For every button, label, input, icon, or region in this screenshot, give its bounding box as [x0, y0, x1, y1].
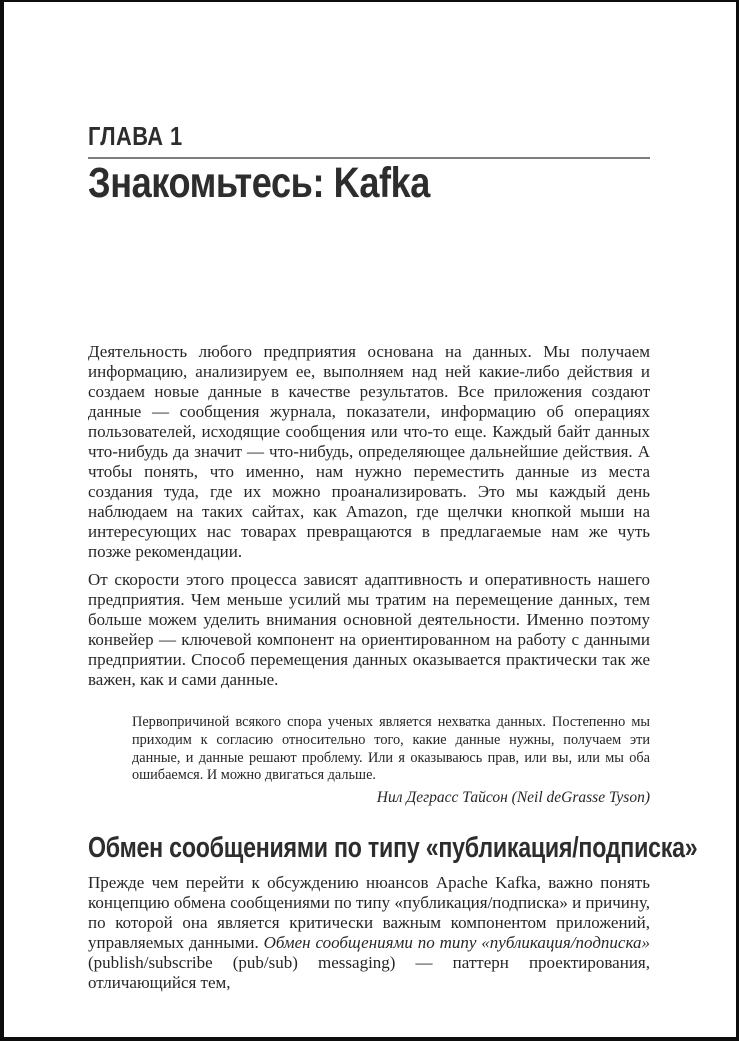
section-heading — [88, 831, 698, 865]
intro-paragraph-2: От скорости этого процесса зависят адаптивность и оперативность нашего предприятия. Чем меньше усилий мы тратим на перемещение данных, тем больше можем уделить внимания основной деятельности. Именно поэтому конвейер — ключевой компонент на ориентированном на работу с данными предприятии. Способ перемещения данных оказывается практически так же важен, как и сами данные. — [88, 570, 650, 689]
page-content — [4, 122, 736, 1041]
pull-quote: Первопричиной всякого спора ученых является нехватка данных. Постепенно мы приходим к согласию относительно того, какие данные нужны, получаем эти данные, и данные решают проблему. Или я оказываюсь прав, или вы, или мы оба ошибаемся. И можно двигаться дальше. — [132, 714, 650, 784]
chapter-title-text: Знакомьтесь: Kafka — [88, 159, 430, 207]
chapter-label-text: ГЛАВА 1 — [88, 121, 183, 151]
quote-attribution: Нил Деграсс Тайсон (Neil deGrasse Tyson) — [376, 789, 650, 807]
section-paragraph — [88, 873, 650, 993]
chapter-title — [88, 159, 650, 208]
intro-paragraph-1: Деятельность любого предприятия основана на данных. Мы получаем информацию, анализируем ее, выполняем над ней какие-либо действия и создаем новые данные в качестве результатов. Все приложения создают данные — сообщения журнала, показатели, информацию об операциях пользователей, исходящие сообщения или что-то еще. Каждый байт данных что-нибудь да значит — что-нибудь, определяющее дальнейшие действия. А чтобы понять, что именно, нам нужно переместить данные из места создания туда, где их можно проанализировать. Это мы каждый день наблюдаем на таких сайтах, как Amazon, где щелчки кнопкой мыши на интересующих нас товарах превращаются в предлагаемые нам же чуть позже рекомендации. — [88, 342, 650, 561]
section-heading-text: Обмен сообщениями по типу «публикация/подписка» — [88, 832, 698, 865]
section-paragraph-tail: (publish/subscribe (pub/sub) messaging) — паттерн проектирования, отличающийся тем, — [88, 953, 650, 993]
section-paragraph-lead: Прежде чем перейти к обсуждению нюансов Apache Kafka, важно понять концепцию обмена сообщениями по типу «публикация/подписка» и причину, по которой она является критически важным компонентом приложений, управляемых данными. — [88, 873, 650, 953]
section-paragraph-term: Обмен сообщениями по типу «публикация/подписка» — [263, 933, 650, 953]
chapter-label — [88, 122, 650, 151]
